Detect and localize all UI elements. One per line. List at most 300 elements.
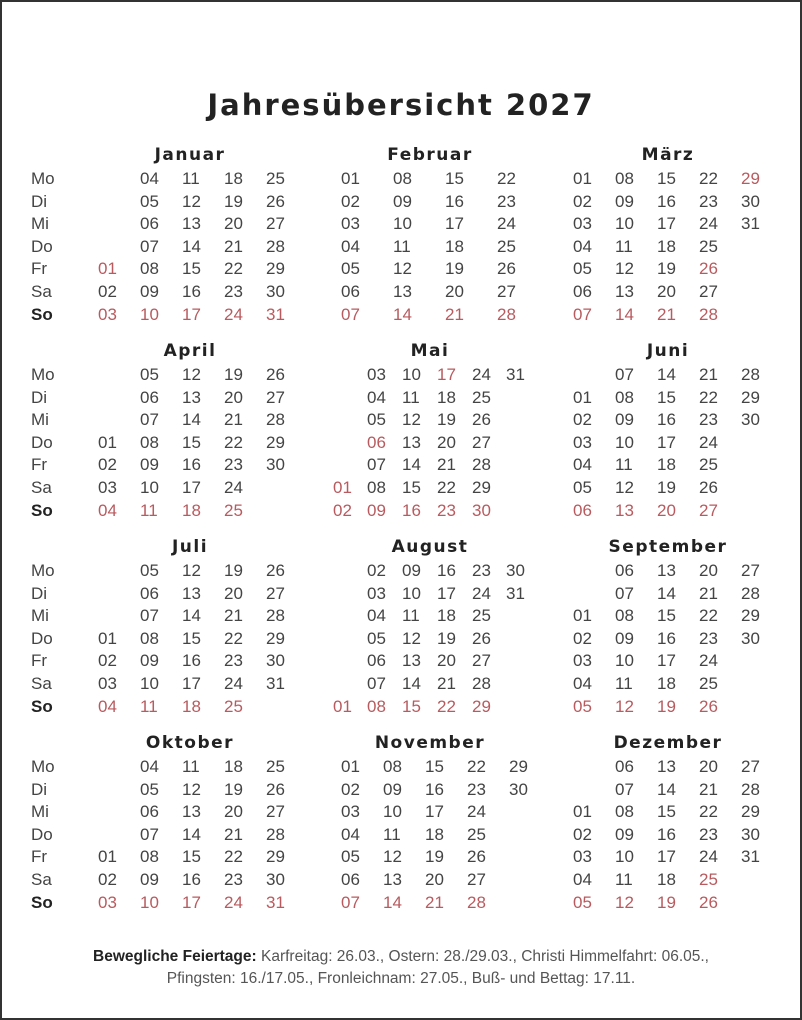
calendar-day: 10 [140, 674, 159, 693]
calendar-day: 27 [467, 870, 486, 889]
calendar-day: 17 [657, 214, 676, 234]
calendar-day: 18 [445, 236, 464, 256]
calendar-day: 02 [573, 410, 592, 430]
calendar-day: 29 [266, 432, 285, 452]
calendar-day: 12 [182, 365, 201, 384]
weekday-label: So [31, 696, 53, 716]
calendar-day: 02 [98, 651, 117, 671]
calendar-day: 11 [615, 870, 633, 889]
calendar-day: 13 [402, 651, 421, 671]
weekday-label: Do [31, 236, 53, 256]
weekday-label: Mo [31, 561, 55, 580]
calendar-day: 13 [657, 757, 676, 776]
calendar-day: 08 [393, 169, 412, 188]
weekday-label: Fr [31, 651, 48, 671]
weekday-label: Do [31, 628, 53, 648]
calendar-day: 21 [224, 236, 243, 256]
calendar-day: 14 [182, 410, 201, 430]
calendar-day: 07 [367, 455, 386, 475]
calendar-day: 03 [573, 651, 592, 671]
calendar-day: 28 [266, 824, 285, 844]
calendar-day: 02 [98, 282, 117, 301]
calendar-day: 10 [615, 651, 634, 671]
month-title-juli: Juli [171, 537, 209, 557]
calendar-day: 27 [472, 651, 491, 671]
calendar-day: 11 [615, 674, 633, 693]
calendar-day: 08 [140, 259, 159, 279]
calendar-day: 30 [741, 824, 760, 844]
calendar-day: 03 [341, 214, 360, 234]
calendar-day: 10 [140, 304, 159, 324]
calendar-day: 06 [573, 282, 592, 301]
calendar-day: 16 [657, 628, 676, 648]
weekday-label: Do [31, 824, 53, 844]
calendar-day: 16 [445, 191, 464, 211]
calendar-day: 21 [224, 606, 243, 626]
calendar-day: 19 [224, 191, 243, 211]
calendar-day: 13 [402, 432, 421, 452]
calendar-day: 20 [224, 583, 243, 603]
calendar-day: 12 [402, 410, 421, 430]
calendar-day: 12 [615, 478, 634, 497]
calendar-day: 23 [467, 779, 486, 799]
calendar-day: 07 [140, 410, 159, 430]
calendar-day: 31 [506, 365, 525, 384]
month-title-april: April [163, 341, 217, 361]
calendar-day: 24 [467, 802, 486, 822]
calendar-day: 08 [367, 478, 386, 497]
calendar-day: 05 [140, 191, 159, 211]
calendar-day: 10 [383, 802, 402, 822]
calendar-day: 05 [140, 561, 159, 580]
calendar-day: 15 [182, 259, 201, 279]
calendar-day: 26 [266, 779, 285, 799]
calendar-day: 19 [657, 892, 676, 912]
calendar-day: 25 [699, 236, 718, 256]
calendar-day: 29 [266, 259, 285, 279]
calendar-day: 29 [741, 387, 760, 407]
calendar-day: 05 [341, 847, 360, 867]
calendar-day: 24 [224, 478, 243, 497]
calendar-day: 08 [140, 432, 159, 452]
calendar-day: 18 [437, 387, 456, 407]
calendar-day: 30 [741, 191, 760, 211]
weekday-label: Mi [31, 214, 49, 234]
calendar-day: 09 [615, 824, 634, 844]
calendar-day: 22 [224, 432, 243, 452]
calendar-day: 18 [657, 455, 676, 475]
calendar-day: 15 [402, 696, 421, 716]
calendar-day: 11 [393, 236, 411, 256]
calendar-day: 18 [224, 757, 243, 776]
calendar-day: 17 [437, 583, 456, 603]
calendar-day: 22 [699, 169, 718, 188]
calendar-day: 23 [224, 455, 243, 475]
calendar-day: 24 [224, 674, 243, 693]
calendar-day: 19 [425, 847, 444, 867]
calendar-day: 27 [472, 432, 491, 452]
calendar-day: 28 [266, 606, 285, 626]
calendar-day: 02 [573, 191, 592, 211]
calendar-day: 06 [140, 802, 159, 822]
calendar-day: 04 [140, 169, 159, 188]
calendar-day: 17 [437, 365, 456, 384]
calendar-day: 02 [333, 500, 352, 520]
calendar-day: 11 [140, 500, 158, 520]
calendar-day: 25 [266, 169, 285, 188]
calendar-day: 06 [140, 387, 159, 407]
calendar-day: 07 [341, 304, 360, 324]
calendar-day: 03 [341, 802, 360, 822]
calendar-day: 11 [402, 606, 420, 626]
movable-holidays-line1: Karfreitag: 26.03., Ostern: 28./29.03., Christi Himmelfahrt: 06.05., [256, 948, 709, 965]
calendar-day: 03 [573, 214, 592, 234]
calendar-day: 29 [472, 696, 491, 716]
calendar-day: 11 [383, 824, 401, 844]
calendar-day: 23 [224, 870, 243, 889]
calendar-day: 23 [437, 500, 456, 520]
calendar-day: 22 [437, 478, 456, 497]
calendar-day: 07 [573, 304, 592, 324]
calendar-day: 17 [182, 892, 201, 912]
calendar-day: 10 [393, 214, 412, 234]
calendar-day: 09 [393, 191, 412, 211]
calendar-day: 01 [333, 478, 352, 497]
calendar-day: 22 [699, 606, 718, 626]
calendar-day: 19 [224, 561, 243, 580]
calendar-day: 07 [140, 824, 159, 844]
calendar-day: 20 [445, 282, 464, 301]
calendar-day: 18 [182, 500, 201, 520]
weekday-label: Di [31, 779, 48, 799]
calendar-day: 24 [224, 304, 243, 324]
calendar-day: 04 [573, 870, 592, 889]
calendar-day: 28 [741, 779, 760, 799]
calendar-day: 27 [699, 500, 718, 520]
calendar-day: 10 [615, 214, 634, 234]
calendar-day: 26 [472, 628, 491, 648]
calendar-day: 24 [699, 432, 718, 452]
calendar-day: 28 [472, 674, 491, 693]
calendar-day: 17 [657, 432, 676, 452]
calendar-day: 05 [573, 696, 592, 716]
calendar-day: 09 [383, 779, 402, 799]
calendar-day: 19 [224, 365, 243, 384]
calendar-day: 24 [472, 365, 491, 384]
calendar-day: 04 [367, 606, 386, 626]
calendar-day: 25 [472, 387, 491, 407]
calendar-day: 15 [657, 802, 676, 822]
weekday-label: Mi [31, 410, 49, 430]
calendar-day: 18 [657, 236, 676, 256]
calendar-day: 17 [182, 674, 201, 693]
calendar-day: 14 [402, 455, 421, 475]
calendar-day: 16 [657, 824, 676, 844]
calendar-day: 13 [615, 282, 634, 301]
calendar-day: 24 [497, 214, 516, 234]
calendar-day: 12 [383, 847, 402, 867]
calendar-day: 23 [472, 561, 491, 580]
weekday-label: Sa [31, 478, 52, 497]
calendar-day: 25 [699, 674, 718, 693]
weekday-label: Do [31, 432, 53, 452]
calendar-day: 09 [615, 191, 634, 211]
calendar-day: 09 [615, 410, 634, 430]
movable-holidays-label: Bewegliche Feiertage: [93, 948, 257, 965]
calendar-day: 23 [699, 628, 718, 648]
calendar-day: 05 [367, 628, 386, 648]
calendar-day: 17 [657, 651, 676, 671]
calendar-day: 22 [467, 757, 486, 776]
calendar-day: 10 [615, 847, 634, 867]
calendar-day: 22 [224, 847, 243, 867]
calendar-day: 03 [98, 674, 117, 693]
calendar-day: 25 [497, 236, 516, 256]
calendar-day: 17 [182, 304, 201, 324]
calendar-day: 28 [266, 410, 285, 430]
weekday-label: Di [31, 191, 48, 211]
calendar-day: 26 [266, 191, 285, 211]
weekday-label: Sa [31, 870, 52, 889]
calendar-day: 01 [341, 169, 360, 188]
calendar-day: 28 [467, 892, 486, 912]
calendar-day: 07 [615, 779, 634, 799]
calendar-day: 03 [98, 892, 117, 912]
calendar-day: 07 [341, 892, 360, 912]
calendar-day: 04 [341, 236, 360, 256]
calendar-day: 25 [467, 824, 486, 844]
calendar-day: 08 [140, 628, 159, 648]
calendar-day: 04 [98, 696, 117, 716]
calendar-day: 25 [699, 870, 718, 889]
calendar-day: 16 [182, 282, 201, 301]
calendar-day: 24 [472, 583, 491, 603]
calendar-day: 04 [573, 236, 592, 256]
month-title-august: August [391, 537, 469, 557]
month-title-dezember: Dezember [613, 733, 723, 753]
calendar-day: 14 [615, 304, 634, 324]
calendar-day: 22 [497, 169, 516, 188]
calendar-day: 09 [140, 651, 159, 671]
calendar-day: 15 [182, 628, 201, 648]
calendar-day: 12 [182, 561, 201, 580]
calendar-day: 28 [741, 583, 760, 603]
calendar-day: 04 [573, 674, 592, 693]
calendar-day: 22 [699, 802, 718, 822]
calendar-day: 23 [224, 651, 243, 671]
calendar-day: 12 [615, 259, 634, 279]
weekday-label: So [31, 304, 53, 324]
calendar-day: 20 [699, 757, 718, 776]
calendar-day: 07 [615, 365, 634, 384]
calendar-day: 15 [402, 478, 421, 497]
calendar-day: 16 [657, 410, 676, 430]
weekday-label: So [31, 892, 53, 912]
calendar-day: 06 [140, 583, 159, 603]
calendar-day: 23 [699, 410, 718, 430]
calendar-day: 19 [224, 779, 243, 799]
weekday-label: Mi [31, 802, 49, 822]
calendar-day: 26 [472, 410, 491, 430]
calendar-day: 18 [657, 870, 676, 889]
calendar-day: 21 [699, 583, 718, 603]
calendar-day: 06 [367, 432, 386, 452]
calendar-day: 05 [140, 365, 159, 384]
calendar-day: 21 [425, 892, 444, 912]
calendar-day: 15 [445, 169, 464, 188]
calendar-day: 09 [140, 282, 159, 301]
calendar-day: 17 [182, 478, 201, 497]
calendar-day: 15 [182, 432, 201, 452]
calendar-day: 13 [182, 802, 201, 822]
calendar-day: 08 [140, 847, 159, 867]
calendar-day: 21 [445, 304, 464, 324]
calendar-day: 03 [367, 583, 386, 603]
calendar-day: 11 [140, 696, 158, 716]
calendar-day: 06 [615, 561, 634, 580]
movable-holidays-note [0, 946, 802, 990]
calendar-day: 05 [573, 259, 592, 279]
calendar-day: 22 [437, 696, 456, 716]
calendar-day: 28 [472, 455, 491, 475]
calendar-day: 11 [182, 757, 200, 776]
calendar-day: 16 [402, 500, 421, 520]
month-title-november: November [374, 733, 486, 753]
calendar-day: 06 [140, 214, 159, 234]
calendar-day: 28 [699, 304, 718, 324]
calendar-day: 04 [573, 455, 592, 475]
calendar-day: 20 [437, 651, 456, 671]
calendar-day: 04 [341, 824, 360, 844]
calendar-day: 14 [383, 892, 402, 912]
calendar-day: 02 [341, 191, 360, 211]
calendar-day: 10 [402, 583, 421, 603]
calendar-day: 01 [98, 847, 117, 867]
calendar-day: 29 [266, 628, 285, 648]
calendar-day: 13 [182, 387, 201, 407]
calendar-day: 05 [367, 410, 386, 430]
calendar-day: 06 [367, 651, 386, 671]
calendar-day: 20 [657, 500, 676, 520]
calendar-day: 05 [573, 892, 592, 912]
calendar-day: 30 [509, 779, 528, 799]
calendar-day: 30 [266, 282, 285, 301]
calendar-day: 10 [402, 365, 421, 384]
month-title-januar: Januar [154, 145, 226, 165]
calendar-day: 05 [573, 478, 592, 497]
calendar-day: 24 [699, 214, 718, 234]
calendar-day: 26 [699, 892, 718, 912]
month-title-märz: März [641, 145, 695, 165]
calendar-day: 13 [383, 870, 402, 889]
calendar-day: 05 [140, 779, 159, 799]
calendar-day: 03 [573, 847, 592, 867]
calendar-day: 13 [615, 500, 634, 520]
month-title-mai: Mai [410, 341, 450, 361]
calendar-day: 19 [437, 410, 456, 430]
month-title-juni: Juni [646, 341, 690, 361]
calendar-day: 14 [657, 365, 676, 384]
calendar-day: 04 [140, 757, 159, 776]
calendar-day: 27 [699, 282, 718, 301]
calendar-day: 16 [425, 779, 444, 799]
calendar-day: 07 [615, 583, 634, 603]
month-title-februar: Februar [387, 145, 473, 165]
calendar-day: 16 [437, 561, 456, 580]
calendar-day: 19 [657, 478, 676, 497]
calendar-day: 22 [224, 259, 243, 279]
calendar-day: 12 [615, 892, 634, 912]
calendar-day: 08 [615, 606, 634, 626]
calendar-day: 11 [615, 455, 633, 475]
weekday-label: Mo [31, 169, 55, 188]
calendar-day: 19 [657, 696, 676, 716]
calendar-day: 12 [393, 259, 412, 279]
calendar-day: 20 [699, 561, 718, 580]
calendar-day: 11 [402, 387, 420, 407]
calendar-day: 09 [402, 561, 421, 580]
calendar-day: 24 [224, 892, 243, 912]
calendar-day: 13 [393, 282, 412, 301]
calendar-day: 01 [98, 432, 117, 452]
calendar-day: 14 [402, 674, 421, 693]
calendar-day: 07 [367, 674, 386, 693]
calendar-day: 18 [224, 169, 243, 188]
calendar-day: 15 [182, 847, 201, 867]
calendar-day: 31 [266, 674, 285, 693]
calendar-day: 15 [657, 169, 676, 188]
calendar-day: 01 [573, 169, 592, 188]
calendar-day: 21 [657, 304, 676, 324]
calendar-day: 01 [573, 606, 592, 626]
calendar-day: 16 [182, 870, 201, 889]
calendar-day: 27 [266, 583, 285, 603]
calendar-day: 21 [224, 824, 243, 844]
calendar-day: 14 [657, 583, 676, 603]
calendar-day: 27 [741, 757, 760, 776]
calendar-day: 29 [472, 478, 491, 497]
calendar-day: 21 [699, 365, 718, 384]
weekday-label: Mo [31, 757, 55, 776]
calendar-day: 31 [266, 892, 285, 912]
calendar-day: 26 [467, 847, 486, 867]
calendar-day: 01 [98, 259, 117, 279]
calendar-day: 04 [367, 387, 386, 407]
calendar-day: 21 [699, 779, 718, 799]
calendar-day: 31 [266, 304, 285, 324]
calendar-day: 03 [573, 432, 592, 452]
calendar-day: 26 [266, 365, 285, 384]
calendar-day: 07 [140, 606, 159, 626]
calendar-day: 15 [657, 387, 676, 407]
calendar-day: 23 [497, 191, 516, 211]
calendar-day: 26 [699, 696, 718, 716]
calendar-day: 27 [266, 802, 285, 822]
calendar-day: 08 [367, 696, 386, 716]
calendar-day: 29 [741, 802, 760, 822]
calendar-day: 14 [393, 304, 412, 324]
calendar-day: 13 [657, 561, 676, 580]
calendar-day: 01 [333, 696, 352, 716]
weekday-label: Sa [31, 282, 52, 301]
calendar-day: 08 [615, 387, 634, 407]
calendar-day: 17 [425, 802, 444, 822]
calendar-day: 29 [741, 606, 760, 626]
calendar-day: 04 [98, 500, 117, 520]
calendar-day: 28 [497, 304, 516, 324]
calendar-day: 25 [699, 455, 718, 475]
calendar-day: 28 [741, 365, 760, 384]
